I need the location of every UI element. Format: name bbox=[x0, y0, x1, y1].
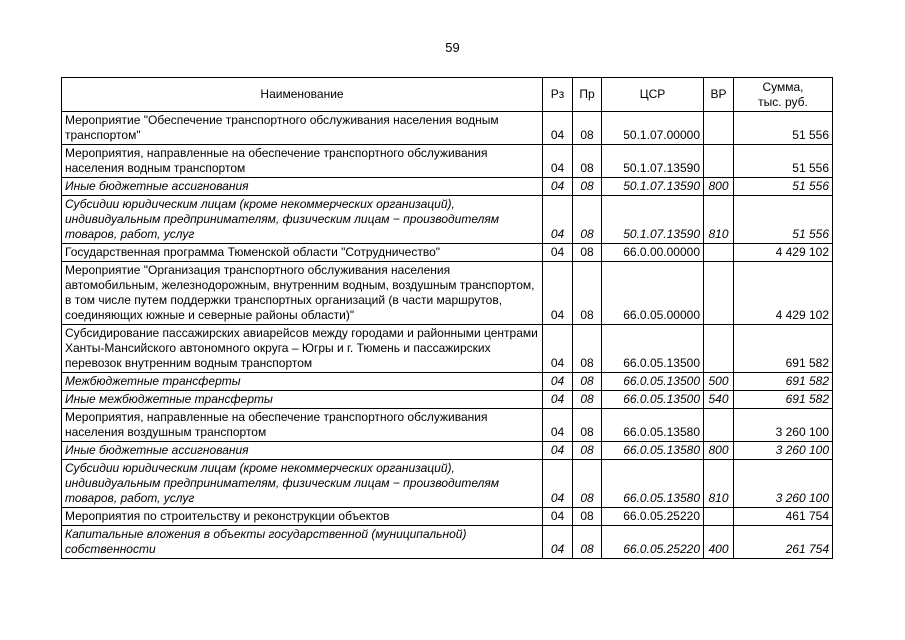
cell-rz: 04 bbox=[543, 373, 573, 391]
cell-csr: 66.0.05.25220 bbox=[602, 526, 704, 559]
cell-vr: 800 bbox=[704, 442, 734, 460]
cell-name: Субсидии юридическим лицам (кроме некоммерческих организаций), индивидуальным предпринимателям, физическим лицам − производителям товаров, работ, услуг bbox=[62, 196, 543, 244]
cell-csr: 66.0.05.13500 bbox=[602, 391, 704, 409]
cell-rz: 04 bbox=[543, 145, 573, 178]
cell-pr: 08 bbox=[573, 373, 602, 391]
cell-name: Субсидирование пассажирских авиарейсов между городами и районными центрами Ханты-Мансийского автономного округа – Югры и г. Тюмень и пассажирских перевозок внутренним водным транспортом bbox=[62, 325, 543, 373]
table-row bbox=[62, 145, 833, 178]
table-row bbox=[62, 460, 833, 508]
cell-pr: 08 bbox=[573, 460, 602, 508]
cell-pr: 08 bbox=[573, 391, 602, 409]
cell-csr: 66.0.05.13580 bbox=[602, 442, 704, 460]
cell-rz: 04 bbox=[543, 460, 573, 508]
cell-pr: 08 bbox=[573, 145, 602, 178]
cell-rz: 04 bbox=[543, 244, 573, 262]
cell-name: Государственная программа Тюменской области "Сотрудничество" bbox=[62, 244, 543, 262]
cell-name: Мероприятия, направленные на обеспечение транспортного обслуживания населения воздушным транспортом bbox=[62, 409, 543, 442]
cell-csr: 66.0.05.13500 bbox=[602, 373, 704, 391]
cell-pr: 08 bbox=[573, 526, 602, 559]
table-row bbox=[62, 373, 833, 391]
table-row bbox=[62, 178, 833, 196]
table-row bbox=[62, 325, 833, 373]
cell-vr: 400 bbox=[704, 526, 734, 559]
cell-name: Мероприятие "Обеспечение транспортного обслуживания населения водным транспортом" bbox=[62, 112, 543, 145]
cell-rz: 04 bbox=[543, 178, 573, 196]
cell-csr: 66.0.05.25220 bbox=[602, 508, 704, 526]
cell-sum: 3 260 100 bbox=[734, 460, 833, 508]
table-row bbox=[62, 526, 833, 559]
cell-vr bbox=[704, 508, 734, 526]
cell-vr: 800 bbox=[704, 178, 734, 196]
cell-pr: 08 bbox=[573, 178, 602, 196]
cell-rz: 04 bbox=[543, 409, 573, 442]
cell-vr bbox=[704, 145, 734, 178]
cell-sum: 3 260 100 bbox=[734, 409, 833, 442]
table-row bbox=[62, 508, 833, 526]
table-header-row bbox=[62, 78, 833, 112]
cell-sum: 51 556 bbox=[734, 196, 833, 244]
cell-pr: 08 bbox=[573, 325, 602, 373]
cell-csr: 66.0.05.00000 bbox=[602, 262, 704, 325]
cell-name: Иные бюджетные ассигнования bbox=[62, 442, 543, 460]
cell-vr bbox=[704, 262, 734, 325]
page-number: 59 bbox=[445, 40, 460, 55]
cell-name: Иные межбюджетные трансферты bbox=[62, 391, 543, 409]
budget-table bbox=[61, 77, 833, 559]
table-row bbox=[62, 262, 833, 325]
table-row bbox=[62, 244, 833, 262]
cell-rz: 04 bbox=[543, 112, 573, 145]
cell-rz: 04 bbox=[543, 325, 573, 373]
cell-rz: 04 bbox=[543, 526, 573, 559]
cell-rz: 04 bbox=[543, 262, 573, 325]
cell-sum: 51 556 bbox=[734, 178, 833, 196]
cell-csr: 50.1.07.13590 bbox=[602, 196, 704, 244]
table-row bbox=[62, 112, 833, 145]
cell-csr: 66.0.00.00000 bbox=[602, 244, 704, 262]
cell-rz: 04 bbox=[543, 442, 573, 460]
cell-rz: 04 bbox=[543, 196, 573, 244]
cell-name: Межбюджетные трансферты bbox=[62, 373, 543, 391]
header-name: Наименование bbox=[62, 78, 543, 112]
cell-vr: 540 bbox=[704, 391, 734, 409]
cell-pr: 08 bbox=[573, 442, 602, 460]
cell-rz: 04 bbox=[543, 508, 573, 526]
cell-vr: 500 bbox=[704, 373, 734, 391]
cell-pr: 08 bbox=[573, 112, 602, 145]
cell-sum: 691 582 bbox=[734, 391, 833, 409]
cell-rz: 04 bbox=[543, 391, 573, 409]
cell-csr: 66.0.05.13500 bbox=[602, 325, 704, 373]
cell-sum: 691 582 bbox=[734, 373, 833, 391]
cell-vr: 810 bbox=[704, 196, 734, 244]
table-row bbox=[62, 196, 833, 244]
table-row bbox=[62, 391, 833, 409]
table-body bbox=[62, 112, 833, 559]
cell-vr bbox=[704, 112, 734, 145]
cell-name: Мероприятия, направленные на обеспечение транспортного обслуживания населения водным транспортом bbox=[62, 145, 543, 178]
table-row bbox=[62, 442, 833, 460]
cell-name: Мероприятие "Организация транспортного обслуживания населения автомобильным, железнодорожным, внутренним водным, воздушным транспортом, в том числе путем поддержки транспортных организаций (в части маршрутов, соединяющих южные и северные районы области)" bbox=[62, 262, 543, 325]
header-sum bbox=[734, 78, 833, 112]
cell-csr: 66.0.05.13580 bbox=[602, 460, 704, 508]
cell-csr: 50.1.07.13590 bbox=[602, 145, 704, 178]
cell-sum: 461 754 bbox=[734, 508, 833, 526]
table-row bbox=[62, 409, 833, 442]
cell-sum: 51 556 bbox=[734, 112, 833, 145]
cell-name: Субсидии юридическим лицам (кроме некоммерческих организаций), индивидуальным предпринимателям, физическим лицам − производителям товаров, работ, услуг bbox=[62, 460, 543, 508]
header-sum-line1: Сумма, bbox=[762, 79, 804, 94]
cell-pr: 08 bbox=[573, 244, 602, 262]
cell-pr: 08 bbox=[573, 262, 602, 325]
cell-sum: 691 582 bbox=[734, 325, 833, 373]
header-sum-line2: тыс. руб. bbox=[758, 94, 808, 109]
cell-pr: 08 bbox=[573, 409, 602, 442]
cell-csr: 50.1.07.13590 bbox=[602, 178, 704, 196]
header-vr: ВР bbox=[704, 78, 734, 112]
cell-pr: 08 bbox=[573, 196, 602, 244]
cell-vr bbox=[704, 325, 734, 373]
cell-csr: 50.1.07.00000 bbox=[602, 112, 704, 145]
cell-sum: 4 429 102 bbox=[734, 262, 833, 325]
cell-sum: 4 429 102 bbox=[734, 244, 833, 262]
cell-name: Капитальные вложения в объекты государственной (муниципальной) собственности bbox=[62, 526, 543, 559]
cell-vr bbox=[704, 409, 734, 442]
cell-name: Мероприятия по строительству и реконструкции объектов bbox=[62, 508, 543, 526]
cell-sum: 3 260 100 bbox=[734, 442, 833, 460]
cell-pr: 08 bbox=[573, 508, 602, 526]
header-rz: Рз bbox=[543, 78, 573, 112]
cell-vr bbox=[704, 244, 734, 262]
cell-name: Иные бюджетные ассигнования bbox=[62, 178, 543, 196]
header-pr: Пр bbox=[573, 78, 602, 112]
cell-sum: 261 754 bbox=[734, 526, 833, 559]
cell-sum: 51 556 bbox=[734, 145, 833, 178]
header-csr: ЦСР bbox=[602, 78, 704, 112]
cell-csr: 66.0.05.13580 bbox=[602, 409, 704, 442]
cell-vr: 810 bbox=[704, 460, 734, 508]
